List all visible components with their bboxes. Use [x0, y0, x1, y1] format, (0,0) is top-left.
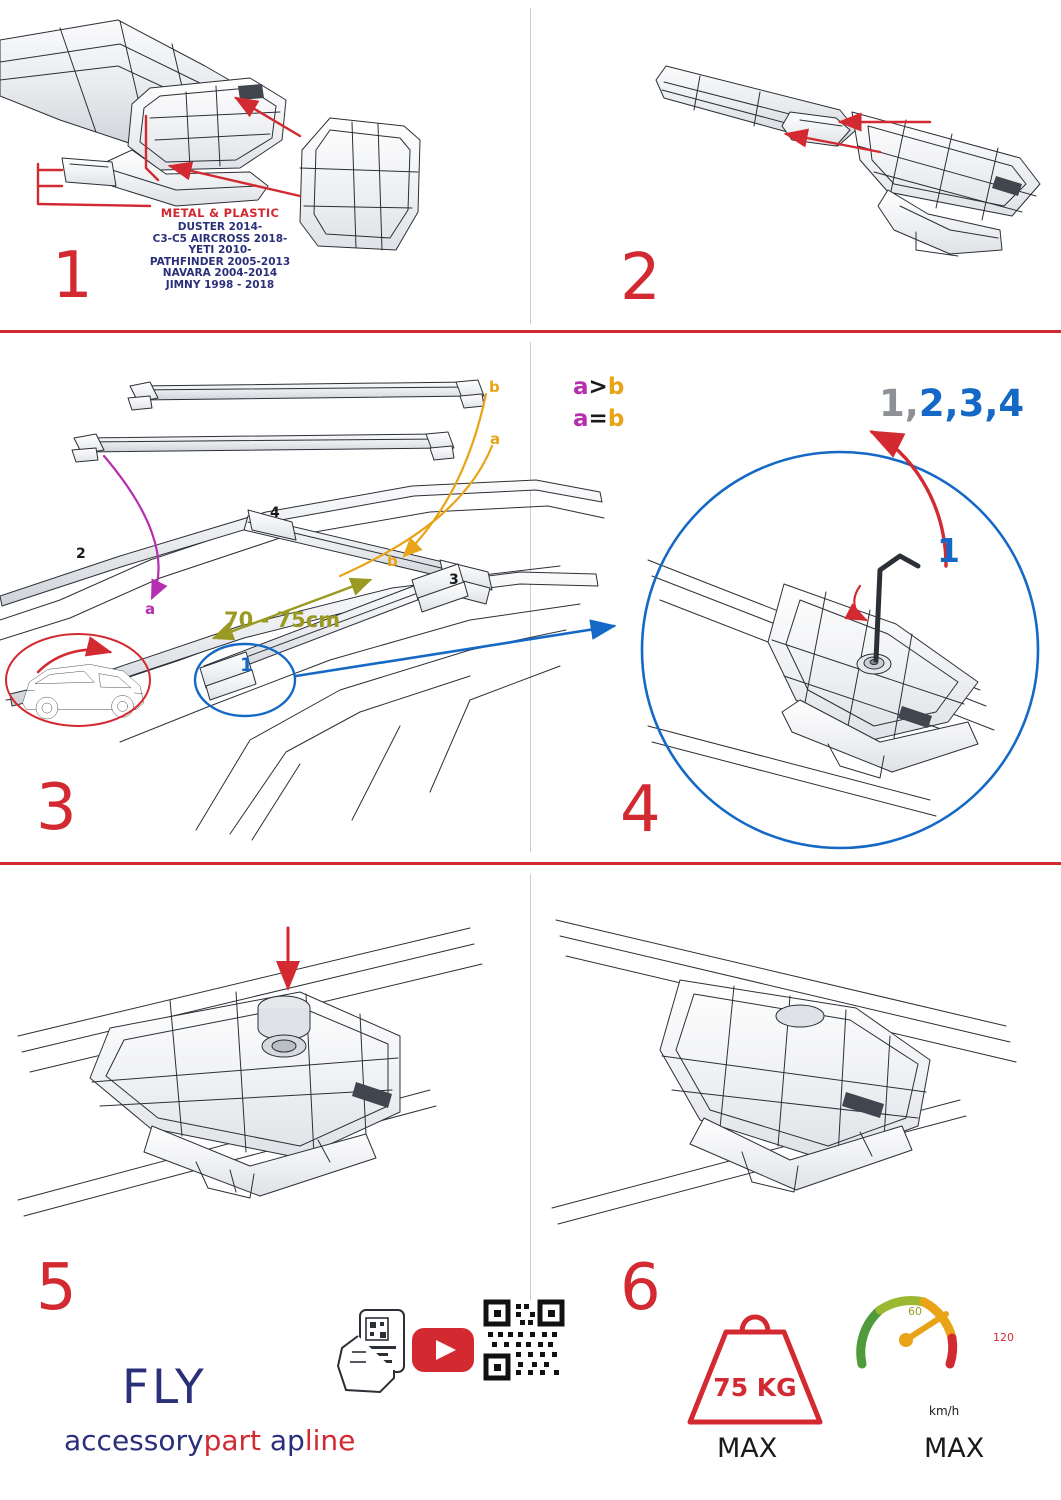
label-mount-3: 3: [449, 572, 459, 588]
vehicle-item: PATHFINDER 2005-2013: [149, 255, 291, 268]
brand-accessory: accessory: [64, 1424, 204, 1457]
step-number-6: 6: [620, 1251, 660, 1325]
rule2-right: b: [607, 406, 625, 432]
label-bar-b-top: b: [489, 378, 500, 396]
label-bar-a-top: a: [490, 430, 501, 448]
distance-label: 70 - 75cm: [224, 608, 341, 632]
rule1-op: >: [588, 374, 608, 400]
step-number-4: 4: [620, 773, 660, 847]
rule1-left: a: [573, 374, 589, 400]
label-mount-2: 2: [76, 546, 86, 562]
panel6-artwork: [552, 920, 1016, 1224]
label-bar-a-mid: a: [145, 600, 156, 618]
step-number-1: 1: [52, 239, 92, 313]
gauge-tick-low: 60: [908, 1305, 922, 1318]
rule1-right: b: [607, 374, 625, 400]
vehicle-list: [100, 222, 340, 292]
rule-a-equals-b: [573, 406, 624, 432]
brand-ap: ap: [269, 1424, 305, 1457]
weight-and-speed-icons: [690, 1301, 953, 1422]
rule2-op: =: [588, 406, 608, 432]
rule-a-greater-b: [573, 374, 624, 400]
brand-part: part: [203, 1424, 261, 1457]
vehicle-item: JIMNY 1998 - 2018: [165, 278, 275, 291]
rule2-left: a: [573, 406, 589, 432]
vehicle-item: C3-C5 AIRCROSS 2018-: [152, 232, 288, 245]
speed-unit-label: km/h: [929, 1404, 960, 1418]
max-weight-value: 75 KG: [713, 1373, 797, 1402]
gauge-tick-high: 120: [993, 1331, 1014, 1344]
tighten-sequence: [879, 382, 1024, 425]
panel5-artwork: [18, 928, 482, 1216]
sequence-first: 1,: [879, 382, 919, 425]
panel4-artwork: [648, 556, 994, 816]
metal-plastic-heading: METAL & PLASTIC: [160, 206, 280, 220]
max-weight-label: MAX: [717, 1433, 778, 1464]
label-mount-1: 1: [240, 654, 254, 676]
step-number-5: 5: [36, 1251, 76, 1325]
sequence-rest: 2,3,4: [918, 382, 1025, 425]
brand-fly: FLY: [122, 1360, 207, 1415]
brand-wordmark: [64, 1424, 355, 1457]
brand-line: line: [304, 1424, 356, 1457]
label-mount-4: 4: [270, 505, 280, 521]
panel2-artwork: [656, 66, 1040, 256]
callout-step-1: 1: [937, 531, 960, 570]
max-speed-label: MAX: [924, 1433, 985, 1464]
step-number-2: 2: [620, 241, 660, 315]
label-bar-b-mid: b: [387, 552, 398, 570]
vehicle-item: DUSTER 2014-: [177, 221, 263, 233]
step-number-3: 3: [36, 771, 76, 845]
vehicle-item: NAVARA 2004-2014: [162, 267, 278, 280]
vehicle-item: YETI 2010-: [188, 244, 252, 257]
media-icons: [338, 1300, 564, 1392]
